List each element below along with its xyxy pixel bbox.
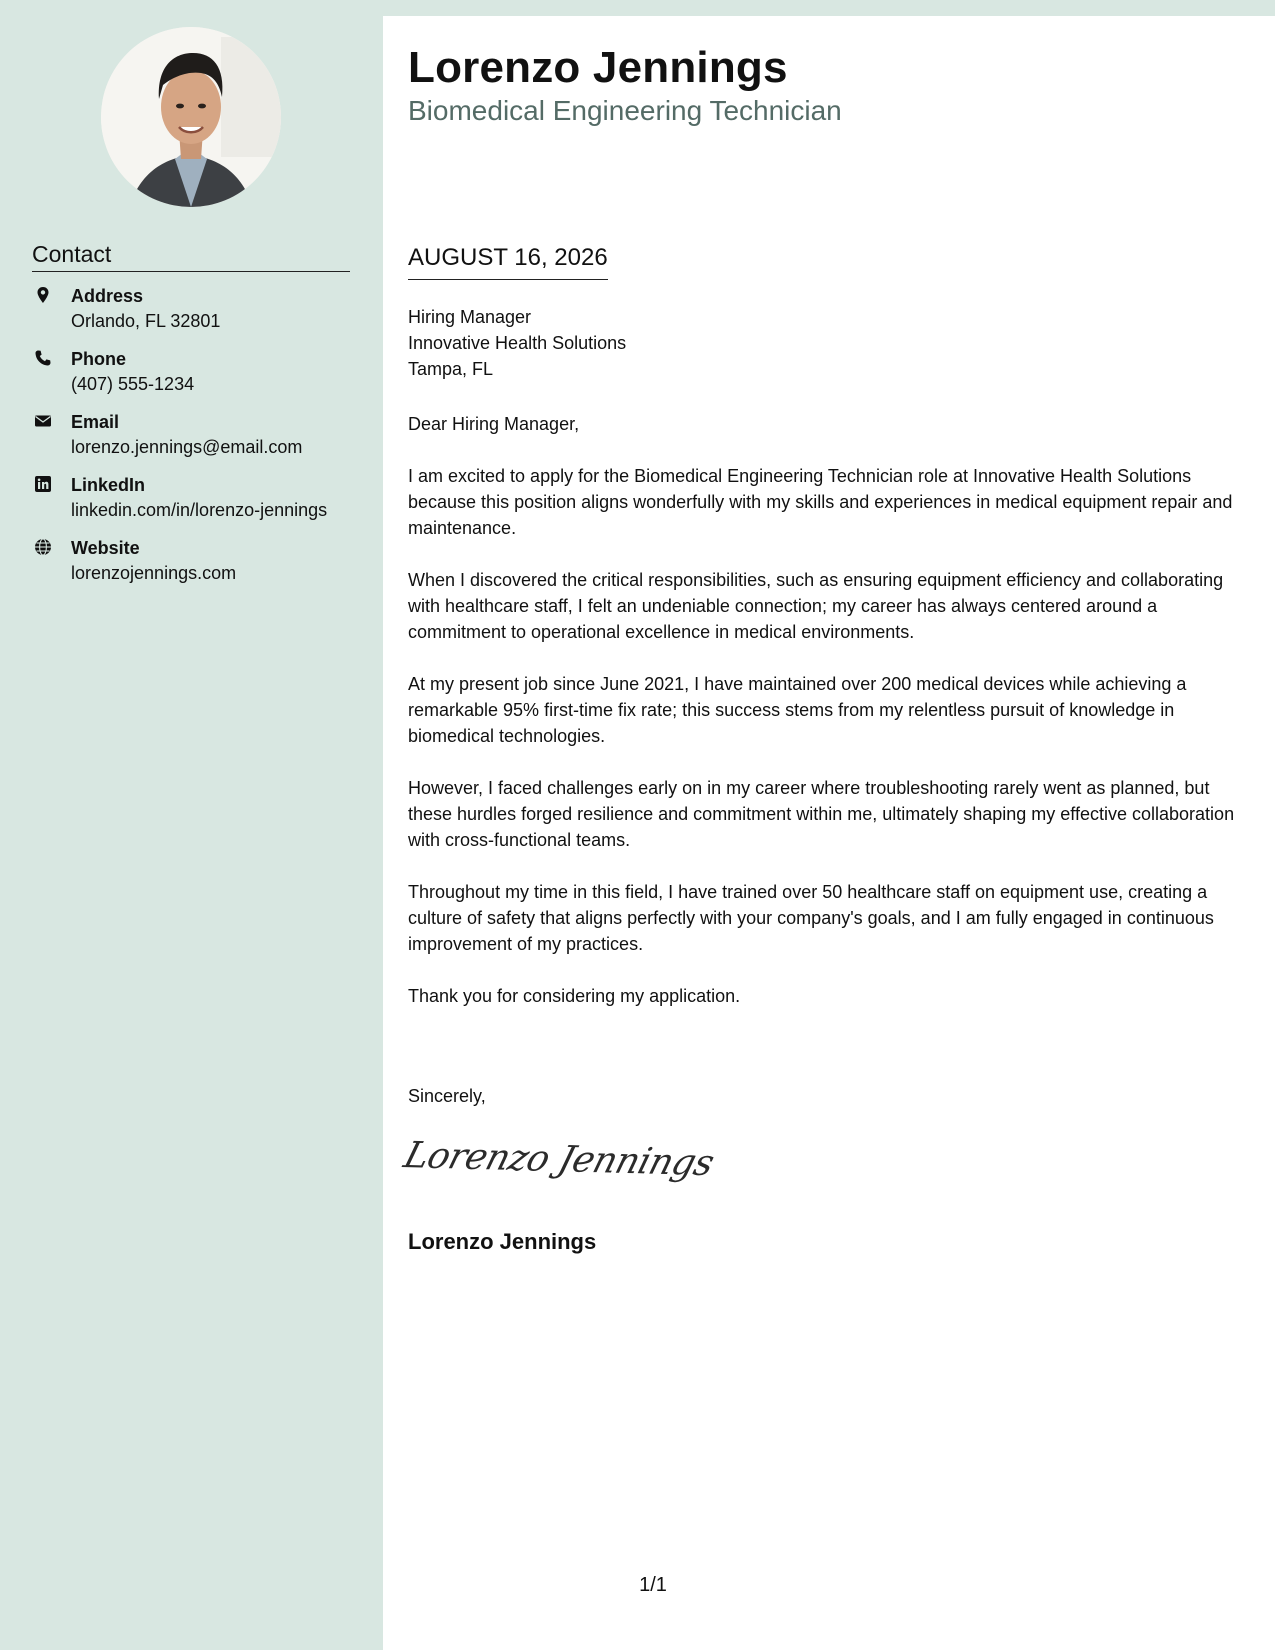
sidebar <box>0 0 383 1650</box>
contact-label: Phone <box>71 349 127 369</box>
linkedin-value[interactable]: linkedin.com/in/lorenzo-jennings <box>71 500 328 520</box>
contact-label: Email <box>71 412 120 432</box>
recipient-block <box>408 304 626 382</box>
email-value[interactable]: lorenzo.jennings@email.com <box>71 437 303 457</box>
globe-icon <box>34 538 52 556</box>
signature: Lorenzo Jennings <box>399 1135 719 1185</box>
body-paragraph: When I discovered the critical responsibilities, such as ensuring equipment efficiency and collaborating with healthcare staff, I felt an undeniable connection; my career has always centered around a commitment to operational excellence in medical environments. <box>408 570 1224 642</box>
recipient-line: Hiring Manager <box>408 307 532 327</box>
page-number: 1/1 <box>639 1574 667 1596</box>
letter-body <box>408 411 1243 1035</box>
phone-icon <box>34 349 52 367</box>
contact-label: Website <box>71 538 140 558</box>
contact-email <box>32 410 362 473</box>
body-paragraph: Thank you for considering my application. <box>408 986 741 1006</box>
contact-linkedin <box>32 473 362 536</box>
contact-phone <box>32 347 362 410</box>
applicant-job-title: Biomedical Engineering Technician <box>408 95 842 126</box>
body-paragraph: I am excited to apply for the Biomedical Engineering Technician role at Innovative Health Solutions because this position aligns wonderfully with my skills and experiences in medical equipment repair and maintenance. <box>408 466 1233 538</box>
address-value: Orlando, FL 32801 <box>71 311 221 331</box>
contact-list <box>32 284 362 599</box>
signed-name: Lorenzo Jennings <box>408 1229 597 1254</box>
recipient-line: Tampa, FL <box>408 359 494 379</box>
avatar <box>101 27 281 207</box>
recipient-line: Innovative Health Solutions <box>408 333 627 353</box>
closing: Sincerely, <box>408 1086 486 1106</box>
linkedin-icon <box>34 475 52 493</box>
profile-photo <box>101 27 281 207</box>
email-icon <box>34 412 52 430</box>
applicant-name: Lorenzo Jennings <box>408 43 788 92</box>
letter-main <box>383 16 1275 1650</box>
website-value[interactable]: lorenzojennings.com <box>71 563 237 583</box>
body-paragraph: However, I faced challenges early on in my career where troubleshooting rarely went as planned, but these hurdles forged resilience and commitment within me, ultimately shaping my effective collaboration with cross-functional teams. <box>408 778 1235 850</box>
contact-address <box>32 284 362 347</box>
contact-label: LinkedIn <box>71 475 146 495</box>
greeting: Dear Hiring Manager, <box>408 414 580 434</box>
contact-heading: Contact <box>32 240 350 272</box>
contact-label: Address <box>71 286 144 306</box>
location-pin-icon <box>34 286 52 304</box>
body-paragraph: Throughout my time in this field, I have trained over 50 healthcare staff on equipment use, creating a culture of safety that aligns perfectly with your company's goals, and I am fully engaged in continuous improvement of my practices. <box>408 882 1214 954</box>
body-paragraph: At my present job since June 2021, I have maintained over 200 medical devices while achieving a remarkable 95% first-time fix rate; this success stems from my relentless pursuit of knowledge in biomedical technologies. <box>408 674 1187 746</box>
phone-value: (407) 555-1234 <box>71 374 195 394</box>
letter-date: AUGUST 16, 2026 <box>408 243 608 280</box>
contact-website <box>32 536 362 599</box>
